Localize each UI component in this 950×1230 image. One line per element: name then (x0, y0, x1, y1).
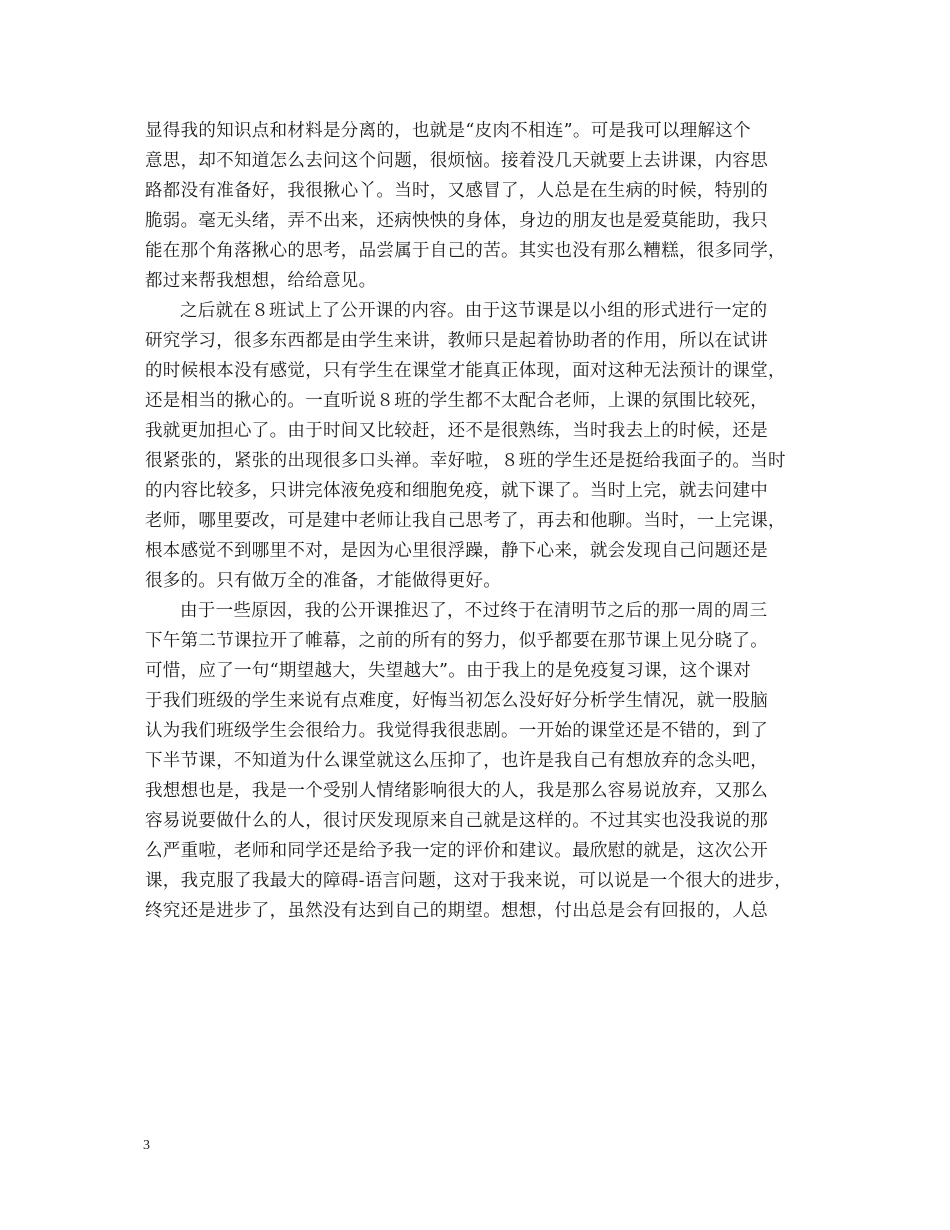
text-line: 研究学习，很多东西都是由学生来讲，教师只是起着协助者的作用，所以在试讲 (145, 331, 768, 351)
text-line: 我想想也是，我是一个受别人情绪影响很大的人，我是那么容易说放弃，又那么 (145, 781, 768, 801)
text-line: 老师，哪里要改，可是建中老师让我自己思考了，再去和他聊。当时，一上完课， (145, 511, 786, 531)
paragraph-first-line: 之后就在８班试上了公开课的内容。由于这节课是以小组的形式进行一定的 (180, 301, 768, 321)
text-line: 的时候根本没有感觉，只有学生在课堂才能真正体现，面对这种无法预计的课堂， (145, 361, 786, 381)
text-line: 课，我克服了我最大的障碍-语言问题，这对于我来说，可以说是一个很大的进步， (145, 871, 793, 891)
text-line: 于我们班级的学生来说有点难度，好悔当初怎么没好好分析学生情况，就一股脑 (145, 691, 768, 711)
text-line: 脆弱。毫无头绪，弄不出来，还病怏怏的身体，身边的朋友也是爱莫能助，我只 (145, 211, 768, 231)
paragraph-first-line: 由于一些原因，我的公开课推迟了，不过终于在清明节之后的那一周的周三 (180, 601, 768, 621)
text-line: 认为我们班级学生会很给力。我觉得我很悲剧。一开始的课堂还是不错的，到了 (145, 721, 768, 741)
text-line: 路都没有准备好，我很揪心丫。当时，又感冒了，人总是在生病的时候，特别的 (145, 181, 768, 201)
body-text (145, 116, 815, 926)
text-line: 终究还是进步了，虽然没有达到自己的期望。想想，付出总是会有回报的，人总 (145, 901, 768, 921)
text-line: 显得我的知识点和材料是分离的，也就是“皮肉不相连”。可是我可以理解这个 (145, 121, 751, 141)
text-line: 可惜，应了一句“期望越大，失望越大”。由于我上的是免疫复习课，这个课对 (145, 661, 751, 681)
text-line: 我就更加担心了。由于时间又比较赶，还不是很熟练，当时我去上的时候，还是 (145, 421, 768, 441)
text-line: 容易说要做什么的人，很讨厌发现原来自己就是这样的。不过其实也没我说的那 (145, 811, 768, 831)
text-line: 能在那个角落揪心的思考，品尝属于自己的苦。其实也没有那么糟糕，很多同学， (145, 241, 786, 261)
text-line: 根本感觉不到哪里不对，是因为心里很浮躁，静下心来，就会发现自己问题还是 (145, 541, 768, 561)
text-line: 意思，却不知道怎么去问这个问题，很烦恼。接着没几天就要上去讲课，内容思 (145, 151, 768, 171)
text-line: 么严重啦，老师和同学还是给予我一定的评价和建议。最欣慰的就是，这次公开 (145, 841, 768, 861)
text-line: 很多的。只有做万全的准备，才能做得更好。 (145, 571, 501, 591)
text-line: 下半节课，不知道为什么课堂就这么压抑了，也许是我自己有想放弃的念头吧， (145, 751, 768, 771)
text-line: 还是相当的揪心的。一直听说８班的学生都不太配合老师，上课的氛围比较死， (145, 391, 768, 411)
text-line: 下午第二节课拉开了帷幕，之前的所有的努力，似乎都要在那节课上见分晓了。 (145, 631, 768, 651)
text-line: 都过来帮我想想，给给意见。 (145, 271, 377, 291)
page-number: 3 (143, 1138, 150, 1153)
text-line: 很紧张的，紧张的出现很多口头禅。幸好啦，８班的学生还是挺给我面子的。当时 (145, 451, 786, 471)
text-line: 的内容比较多，只讲完体液免疫和细胞免疫，就下课了。当时上完，就去问建中 (145, 481, 768, 501)
